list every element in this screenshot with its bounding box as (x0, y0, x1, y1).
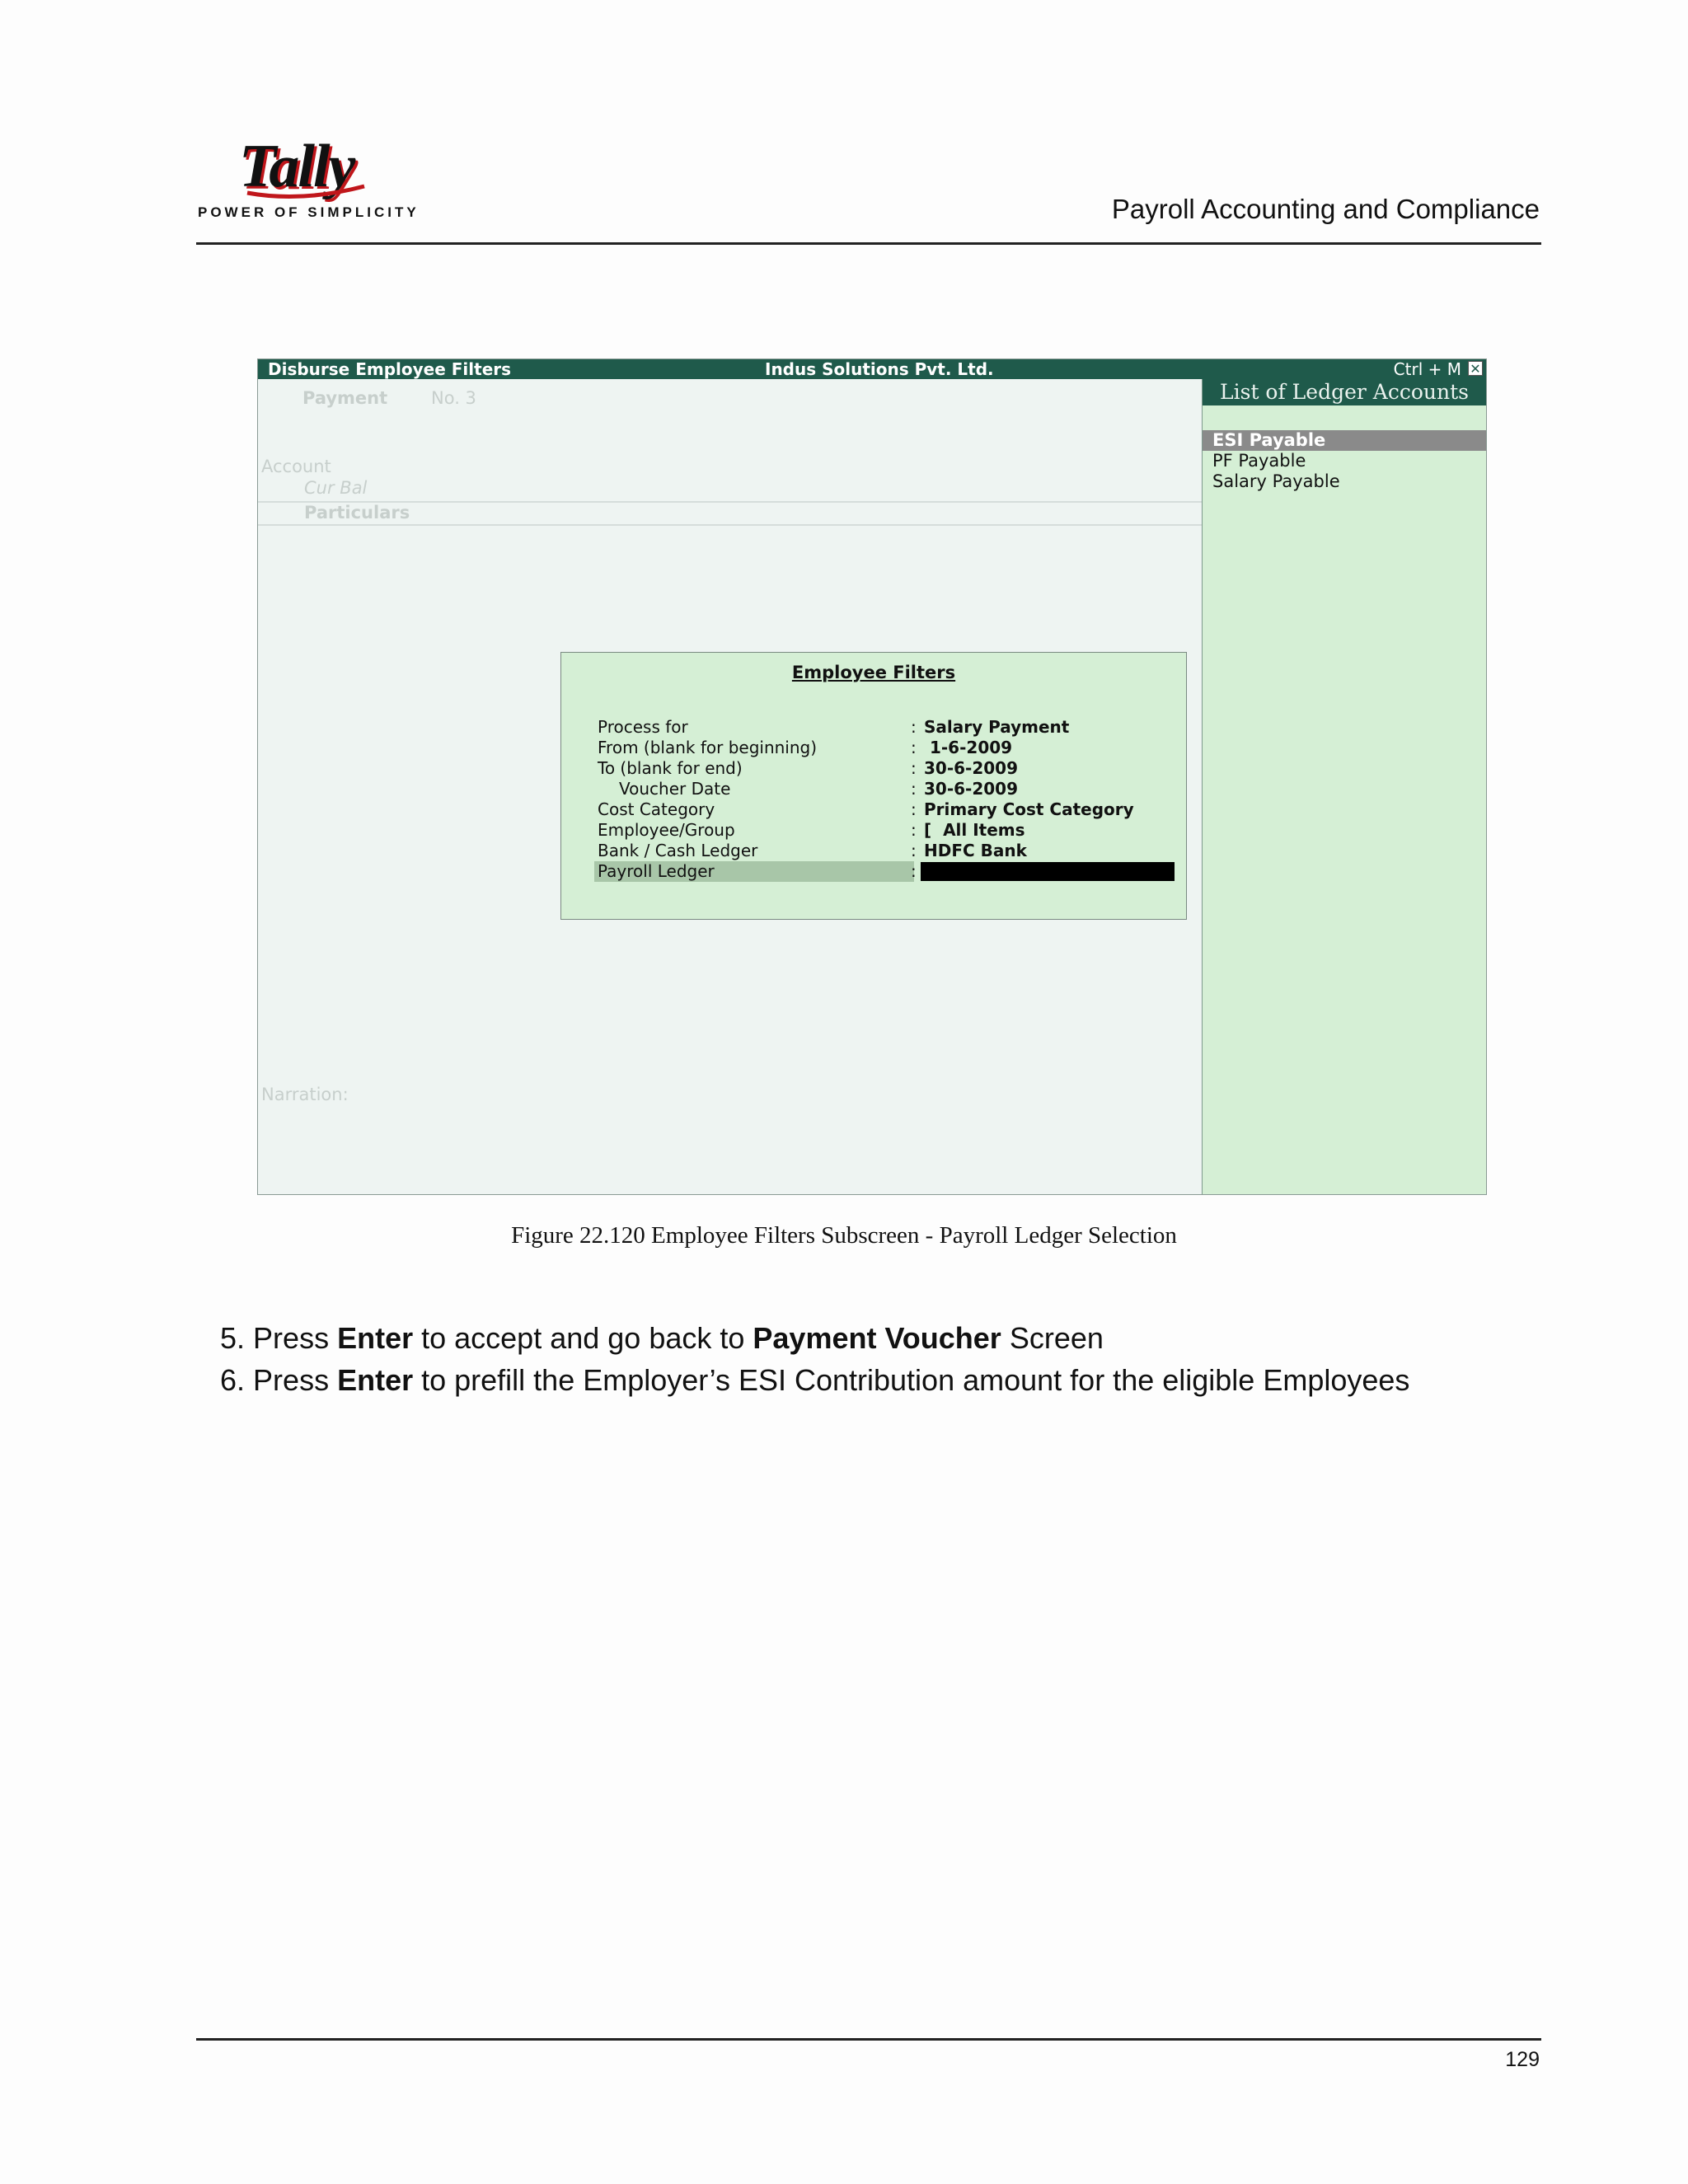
colon: : (911, 758, 917, 778)
title-bar (258, 359, 1486, 379)
colon: : (911, 799, 917, 819)
screen-title: Disburse Employee Filters (268, 359, 512, 379)
filter-label: Cost Category (598, 799, 715, 819)
filter-to-date[interactable] (594, 758, 1171, 779)
step-text: Press (253, 1363, 338, 1397)
ledger-item-salary-payable[interactable]: Salary Payable (1212, 471, 1340, 491)
colon: : (911, 841, 917, 860)
step-text: to accept and go back to (413, 1321, 753, 1355)
colon: : (911, 779, 917, 799)
filter-label: Process for (598, 717, 688, 737)
close-icon[interactable]: ✕ (1468, 361, 1483, 376)
colon: : (911, 717, 917, 737)
filter-label: Employee/Group (598, 820, 735, 840)
colon: : (911, 861, 917, 881)
account-label: Account (261, 457, 331, 476)
filter-label: From (blank for beginning) (598, 738, 818, 757)
filter-value: [ All Items (924, 820, 1025, 840)
step-number: 5. (220, 1321, 246, 1355)
ledger-list-title: List of Ledger Accounts (1203, 379, 1486, 405)
filter-cost-category[interactable] (594, 799, 1171, 820)
logo-swoosh-icon (244, 181, 368, 201)
step-text: Screen (1001, 1321, 1104, 1355)
payroll-ledger-input[interactable] (921, 862, 1175, 881)
shortcut-label: Ctrl + M (1393, 359, 1461, 379)
figure-caption: Figure 22.120 Employee Filters Subscreen - Payroll Ledger Selection (511, 1222, 1177, 1249)
tally-logo (196, 132, 420, 231)
filter-label: To (blank for end) (598, 758, 743, 778)
instruction-list (220, 1317, 1409, 1401)
filter-bank-cash-ledger[interactable] (594, 841, 1171, 861)
colon: : (911, 738, 917, 757)
voucher-number: No. 3 (431, 388, 476, 408)
ledger-item-pf-payable[interactable]: PF Payable (1212, 451, 1306, 471)
narration-label: Narration: (261, 1085, 349, 1104)
ledger-list-panel (1202, 379, 1486, 1194)
page-number: 129 (1505, 2048, 1540, 2071)
step-keyword: Enter (337, 1363, 414, 1397)
tally-screen (257, 359, 1487, 1195)
cur-bal-label: Cur Bal (304, 478, 368, 498)
voucher-type: Payment (302, 388, 388, 408)
step-number: 6. (220, 1363, 246, 1397)
ledger-list (1203, 430, 1486, 492)
filter-label: Payroll Ledger (598, 861, 715, 881)
dialog-title: Employee Filters (791, 663, 956, 682)
filter-value: Salary Payment (924, 717, 1070, 737)
filter-value: 30-6-2009 (924, 758, 1019, 778)
step-text: Press (253, 1321, 338, 1355)
filter-from-date[interactable] (594, 738, 1171, 758)
step-text: to prefill the Employer’s ESI Contribution amount for the eligible Employees (413, 1363, 1410, 1397)
colon: : (911, 820, 917, 840)
particulars-label: Particulars (304, 503, 410, 523)
employee-filters-dialog (560, 652, 1187, 920)
filter-voucher-date[interactable] (594, 779, 1171, 799)
ledger-item-esi-payable[interactable]: ESI Payable (1203, 430, 1486, 451)
filter-value: 30-6-2009 (924, 779, 1019, 799)
step-keyword: Enter (337, 1321, 414, 1355)
company-name: Indus Solutions Pvt. Ltd. (765, 359, 994, 379)
filter-employee-group[interactable] (594, 820, 1171, 841)
instruction-step-5 (220, 1317, 1409, 1359)
filter-value: 1-6-2009 (924, 738, 1013, 757)
logo-tagline: POWER OF SIMPLICITY (198, 204, 420, 220)
filter-value: Primary Cost Category (924, 799, 1134, 819)
divider (258, 524, 1202, 526)
page-header-title: Payroll Accounting and Compliance (1111, 194, 1540, 224)
header-rule (196, 242, 1541, 245)
instruction-step-6 (220, 1359, 1409, 1401)
filter-payroll-ledger[interactable] (594, 861, 1171, 882)
filter-value: HDFC Bank (924, 841, 1027, 860)
step-keyword: Payment Voucher (753, 1321, 1001, 1355)
filter-process-for[interactable] (594, 717, 1171, 738)
filter-label: Voucher Date (619, 779, 731, 799)
logo-wordmark: Tally (239, 133, 354, 200)
footer-rule (196, 2038, 1541, 2041)
filter-label: Bank / Cash Ledger (598, 841, 758, 860)
